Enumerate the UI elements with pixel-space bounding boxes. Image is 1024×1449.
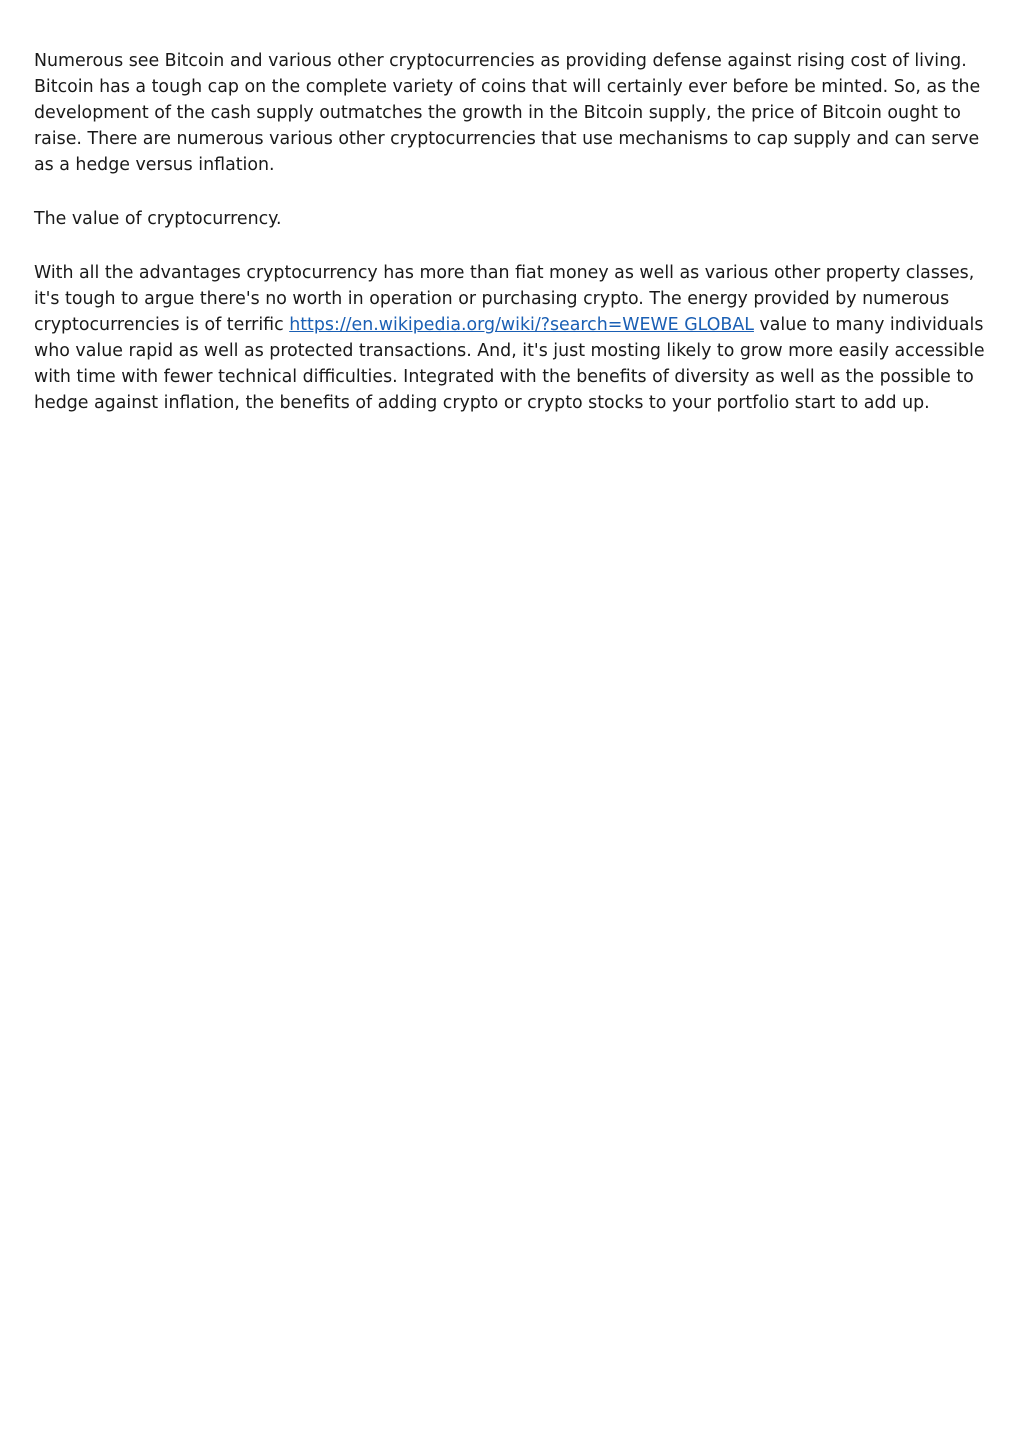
paragraph-heading-value: The value of cryptocurrency. [34,209,282,229]
paragraph-inflation-hedge: Numerous see Bitcoin and various other cryptocurrencies as providing defense against rising cost of living. Bitcoin has a tough cap on the complete variety of coins that will certainly ever before be minted. So, as the development of the cash supply outmatches the growth in the Bitcoin supply, the price of Bitcoin ought to raise. There are numerous various other cryptocurrencies that use mechanisms to cap supply and can serve as a hedge versus inflation. [34,51,981,175]
paragraph-advantages-text-start: With all the advantages cryptocurrency has more than fiat money as well as various other property classes, it's tough to argue there's no worth in operation or purchasing crypto. The energy provided by numerous cryptocurrencies is of terrific [34,263,975,335]
paragraph-advantages [34,260,990,416]
wikipedia-search-link[interactable]: https://en.wikipedia.org/wiki/?search=WEWE GLOBAL [289,315,754,335]
document-body [34,48,990,444]
paragraph-advantages-text-end: value to many individuals who value rapid as well as protected transactions. And, it's just mosting likely to grow more easily accessible with time with fewer technical difficulties. Integrated with the benefits of diversity as well as the possible to hedge against inflation, the benefits of adding crypto or crypto stocks to your portfolio start to add up. [34,315,985,413]
